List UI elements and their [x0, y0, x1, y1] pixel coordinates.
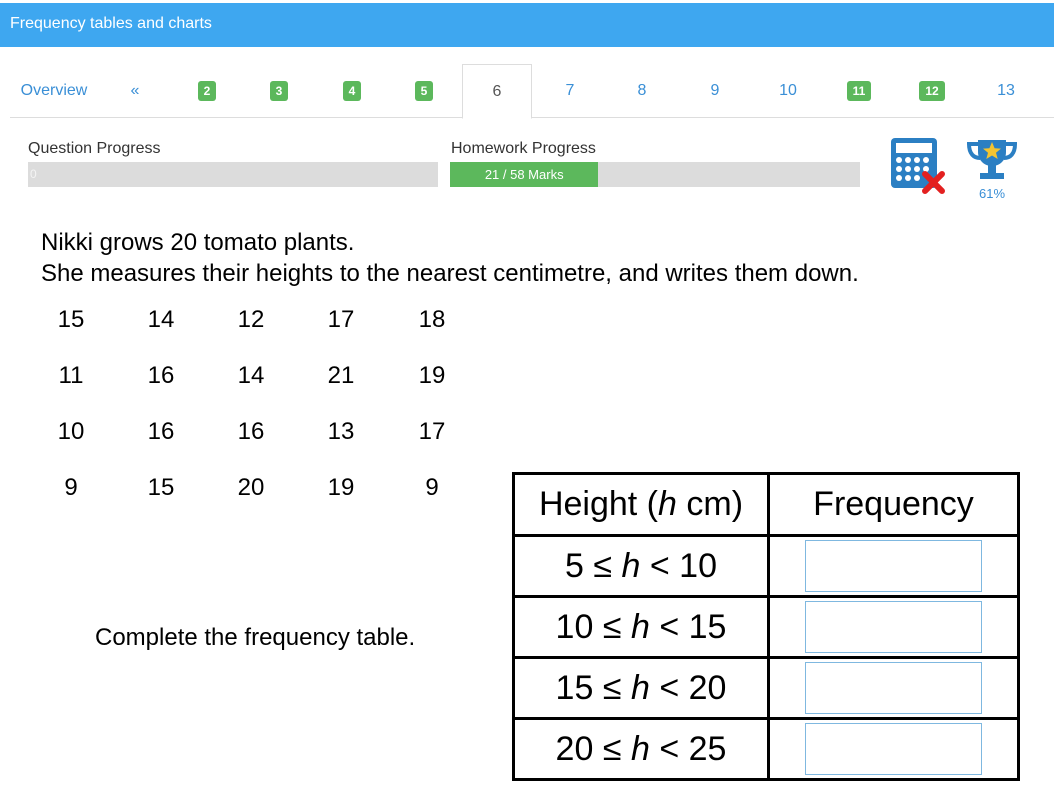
trophy-percent: 61% [978, 186, 1006, 201]
tab-badge-completed: 3 [270, 81, 289, 101]
tab-label: 9 [710, 82, 720, 99]
frequency-table [512, 472, 1020, 781]
tab-overview[interactable] [10, 64, 98, 118]
height-value: 21 [327, 362, 355, 389]
header-text: cm) [676, 485, 744, 523]
tab-11[interactable] [831, 64, 887, 118]
frequency-cell [769, 719, 1019, 780]
frequency-cell [769, 597, 1019, 658]
tab-badge-completed: 5 [415, 81, 434, 101]
table-row [514, 719, 1019, 780]
homework-progress-bar [450, 162, 860, 187]
question-progress-label: Question Progress [28, 140, 161, 157]
height-value: 16 [147, 418, 175, 445]
table-row [514, 597, 1019, 658]
page-title: Frequency tables and charts [10, 15, 212, 32]
tab-7[interactable] [540, 64, 600, 118]
height-value: 20 [237, 474, 265, 501]
question-progress-bar [28, 162, 438, 187]
tab-label: 8 [637, 82, 647, 99]
height-value: 14 [237, 362, 265, 389]
height-value: 9 [425, 474, 439, 501]
height-interval: 10 ≤ h < 15 [514, 597, 769, 658]
tab-4[interactable] [325, 64, 379, 118]
trophy-icon [966, 136, 1018, 182]
question-line-2: She measures their heights to the nearest centimetre, and writes them down. [41, 260, 859, 287]
tab-badge-completed: 2 [198, 81, 217, 101]
height-value: 19 [327, 474, 355, 501]
height-value: 16 [237, 418, 265, 445]
height-value: 12 [237, 306, 265, 333]
tab-5[interactable] [397, 64, 451, 118]
question-tabs [0, 64, 1054, 118]
header-bar [0, 3, 1054, 47]
homework-progress-label: Homework Progress [451, 140, 596, 157]
question-progress-value: 0 [30, 167, 37, 181]
height-value: 17 [418, 418, 446, 445]
tab-badge-completed: 4 [343, 81, 362, 101]
tabs-divider [10, 117, 1054, 118]
height-value: 17 [327, 306, 355, 333]
tab-previous[interactable] [110, 64, 160, 118]
header-variable: h [658, 485, 677, 523]
height-value: 10 [57, 418, 85, 445]
tab-3[interactable] [252, 64, 306, 118]
table-row [514, 658, 1019, 719]
tab-8[interactable] [612, 64, 672, 118]
frequency-column-header: Frequency [769, 474, 1019, 536]
height-value: 14 [147, 306, 175, 333]
tab-badge-completed: 12 [919, 81, 944, 101]
question-text [41, 227, 859, 289]
height-value: 15 [57, 306, 85, 333]
tab-label: 7 [565, 82, 575, 99]
height-column-header [514, 474, 769, 536]
question-line-1: Nikki grows 20 tomato plants. [41, 229, 355, 256]
homework-progress-fill [450, 162, 598, 187]
frequency-input-3[interactable] [805, 662, 982, 714]
calculator-disallowed-icon[interactable] [888, 136, 948, 196]
tab-6[interactable] [462, 64, 532, 119]
height-value: 11 [58, 362, 84, 389]
tab-2[interactable] [180, 64, 234, 118]
height-value: 19 [418, 362, 446, 389]
instruction-text: Complete the frequency table. [95, 624, 416, 651]
tab-12[interactable] [904, 64, 960, 118]
frequency-input-4[interactable] [805, 723, 982, 775]
height-value: 9 [64, 474, 78, 501]
height-interval: 20 ≤ h < 25 [514, 719, 769, 780]
height-interval: 15 ≤ h < 20 [514, 658, 769, 719]
frequency-input-2[interactable] [805, 601, 982, 653]
tab-9[interactable] [685, 64, 745, 118]
height-value: 16 [147, 362, 175, 389]
tab-label: 10 [779, 82, 797, 99]
tab-label: Overview [20, 82, 88, 99]
tab-10[interactable] [758, 64, 818, 118]
height-value: 18 [418, 306, 446, 333]
height-value: 13 [327, 418, 355, 445]
height-interval: 5 ≤ h < 10 [514, 536, 769, 597]
table-row [514, 536, 1019, 597]
header-text: Height ( [538, 485, 659, 523]
homework-progress-text: 21 / 58 Marks [484, 167, 564, 182]
tab-label: 6 [492, 82, 502, 100]
frequency-cell [769, 536, 1019, 597]
height-value: 15 [147, 474, 175, 501]
tab-label: 13 [997, 82, 1015, 99]
tab-badge-completed: 11 [847, 81, 872, 101]
frequency-input-1[interactable] [805, 540, 982, 592]
frequency-cell [769, 658, 1019, 719]
table-header-row [514, 474, 1019, 536]
tab-label: « [130, 82, 140, 99]
tab-13[interactable] [976, 64, 1036, 118]
